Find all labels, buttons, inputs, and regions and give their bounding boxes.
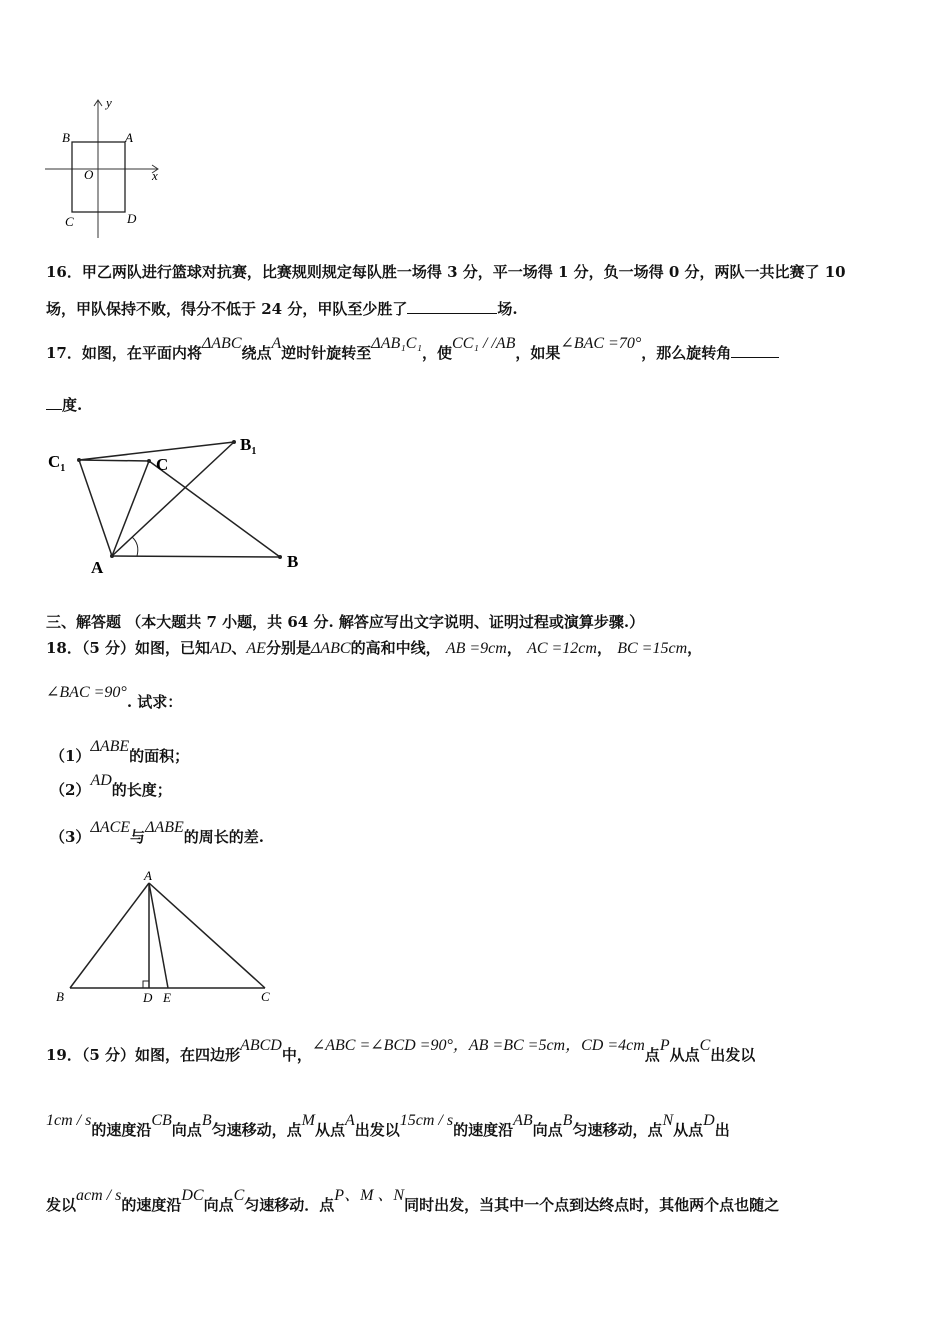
point-b [278, 555, 282, 559]
q19-l2-math-2: CB [151, 1112, 172, 1129]
q16-answer-blank[interactable] [407, 299, 497, 314]
q17-math-5: ∠BAC =70° [560, 335, 642, 352]
q17-text-6: ，那么旋转角 [641, 344, 732, 362]
section3-desc: （本大题共 7 小题，共 64 分. 解答应写出文字说明、证明过程或演算步骤.） [126, 613, 645, 631]
q19-l2-math-7: AB [513, 1112, 533, 1129]
q18-item1 [50, 738, 190, 767]
q17-math-1: ΔABC [201, 335, 242, 352]
seg-c1-c [79, 460, 149, 461]
q18-item3-num: （3） [50, 828, 91, 846]
q18-item2-math: AD [90, 772, 112, 789]
q17-text-4: ，使 [422, 344, 453, 362]
q19-l3-text-3: 向点 [203, 1196, 234, 1214]
q19-l2-math-10: D [703, 1112, 715, 1129]
q17-line1 [46, 335, 779, 364]
q19-l3-text-5: 同时出发，当其中一个点到达终点时，其他两个点也随之 [404, 1196, 780, 1214]
q18-item2 [50, 772, 172, 801]
label-b: B [287, 552, 299, 571]
q19-line1 [46, 1037, 756, 1066]
q19-l2-text-8: 匀速移动，点 [572, 1121, 663, 1139]
q18-math-4: AB =9cm [445, 640, 507, 657]
point-b1 [232, 440, 236, 444]
label-a: A [144, 868, 152, 883]
square-axes-figure [40, 92, 170, 242]
label-d: D [127, 211, 137, 226]
q16-line1: 16．甲乙两队进行篮球对抗赛，比赛规则规定每队胜一场得 3 分，平一场得 1 分，负一场得 0 分，两队一共比赛了 10 [46, 263, 846, 281]
q18-item1-text: 的面积； [129, 747, 190, 765]
q19-l3-math-4: P、M 、N [334, 1187, 405, 1204]
q19-l2-text-9: 从点 [673, 1121, 704, 1139]
q18-item2-text: 的长度； [111, 781, 172, 799]
q19-l3-math-1: acm / s [76, 1187, 122, 1204]
q18-text-4: 的高和中线， [350, 639, 441, 657]
q17-math-2: A [271, 335, 282, 352]
section3-title: 三、解答题 [46, 613, 122, 631]
label-e: E [163, 990, 171, 1005]
label-c: C [261, 989, 270, 1004]
seg-c-a [112, 461, 149, 556]
label-b1: $B_1$ [240, 435, 257, 457]
q17-answer-blank[interactable] [731, 343, 779, 358]
q17-text-3: 逆时针旋转至 [281, 344, 372, 362]
label-y: y [106, 95, 112, 110]
q19-l2-math-4: M [301, 1112, 315, 1129]
q18-item3-math1: ΔACE [90, 819, 131, 836]
seg-c-b [149, 461, 280, 557]
label-d: D [143, 990, 153, 1005]
q17-answer-blank-cont[interactable] [46, 395, 62, 410]
q18-text-6: ， [596, 639, 612, 657]
q19-l2-text-5: 出发以 [354, 1121, 400, 1139]
q19-l2-math-6: 15cm / s [399, 1112, 454, 1129]
q16-line2-text: 场，甲队保持不败，得分不低于 24 分，甲队至少胜了 [46, 300, 408, 318]
q19-line3 [46, 1187, 780, 1216]
q19-l3-math-3: C [233, 1187, 245, 1204]
q19-l3-text-1: 发以 [46, 1196, 77, 1214]
seg-a-b [70, 883, 149, 988]
q17-line2 [46, 395, 82, 415]
q19-l2-text-1: 的速度沿 [91, 1121, 152, 1139]
q19-l3-text-2: 的速度沿 [121, 1196, 182, 1214]
q18-text-2: 、 [231, 639, 247, 657]
q19-text-4: 从点 [669, 1046, 700, 1064]
q19-l3-text-4: 匀速移动．点 [244, 1196, 335, 1214]
seg-a-e [149, 883, 168, 988]
rotation-figure [44, 432, 314, 582]
q19-line2 [46, 1112, 730, 1141]
q18-item3-math2: ΔABE [145, 819, 184, 836]
q18-math-1: AD [210, 640, 232, 657]
point-a [110, 554, 114, 558]
q17-math-4: CC₁ / /AB [452, 335, 516, 352]
seg-a-b1 [112, 442, 234, 556]
label-a: A [91, 558, 104, 577]
q16-line2 [46, 299, 518, 319]
q18-text-3: 分别是 [265, 639, 311, 657]
label-c: C [156, 455, 169, 474]
q19-l2-math-8: B [562, 1112, 573, 1129]
q17-math-3: ΔAB₁C₁ [371, 335, 423, 352]
q18-text-8: . 试求： [126, 693, 183, 711]
q19-l2-math-1: 1cm / s [46, 1112, 92, 1129]
q19-l2-math-9: N [662, 1112, 674, 1129]
label-o: O [84, 167, 94, 182]
q17-text-2: 绕点 [241, 344, 272, 362]
q17-text-7: 度. [62, 396, 83, 414]
label-c: C [65, 214, 74, 229]
q19-l2-math-3: B [201, 1112, 212, 1129]
q19-l2-math-5: A [344, 1112, 355, 1129]
q19-l2-text-2: 向点 [171, 1121, 202, 1139]
seg-a-c [149, 883, 265, 988]
q18-item3 [50, 819, 265, 848]
q17-text-5: ，如果 [515, 344, 561, 362]
label-b: B [56, 989, 64, 1004]
q19-math-2: ∠ABC =∠BCD =90°，AB =BC =5cm，CD =4cm [311, 1037, 645, 1054]
q18-item3-text2: 的周长的差. [183, 828, 265, 846]
q18-item3-text1: 与 [130, 828, 146, 846]
q18-math-5: AC =12cm [527, 640, 597, 657]
seg-c1-a [79, 460, 112, 556]
q18-math-3: ΔABC [310, 640, 351, 657]
q19-math-1: ABCD [240, 1037, 282, 1054]
point-c [147, 459, 151, 463]
q19-l3-math-2: DC [181, 1187, 204, 1204]
label-x: x [152, 168, 158, 183]
q18-math-2: AE [246, 640, 266, 657]
q18-item2-num: （2） [50, 781, 91, 799]
q19-l2-text-3: 匀速移动，点 [211, 1121, 302, 1139]
q19-l2-text-7: 向点 [532, 1121, 563, 1139]
q19-text-5: 出发以 [710, 1046, 756, 1064]
label-b: B [62, 130, 70, 145]
q18-text-5: ， [506, 639, 522, 657]
section3-heading [46, 612, 644, 632]
q19-text-2: 中， [281, 1046, 312, 1064]
q18-math-7: ∠BAC =90° [46, 684, 127, 701]
q19-text-3: 点 [644, 1046, 660, 1064]
q19-l2-text-6: 的速度沿 [453, 1121, 514, 1139]
q16-line2-end: 场. [497, 300, 518, 318]
q18-math-6: BC =15cm [617, 640, 688, 657]
q18-line2 [46, 684, 183, 713]
q17-text-1: 17．如图，在平面内将 [46, 344, 202, 362]
q18-item1-num: （1） [50, 747, 91, 765]
label-a: A [125, 130, 133, 145]
q18-text-1: 18．（5 分）如图，已知 [46, 639, 211, 657]
q18-text-7: ， [687, 639, 703, 657]
q19-math-4: C [699, 1037, 711, 1054]
q18-line1 [46, 638, 702, 659]
seg-a-b [112, 556, 280, 557]
q19-text-1: 19．（5 分）如图，在四边形 [46, 1046, 241, 1064]
q18-item1-math: ΔABE [90, 738, 130, 755]
q19-l2-text-4: 从点 [314, 1121, 345, 1139]
right-angle-mark [143, 981, 149, 988]
triangle-figure [52, 866, 282, 1006]
label-c1: $C_1$ [48, 452, 66, 474]
angle-arc [132, 537, 138, 556]
q19-math-3: P [659, 1037, 670, 1054]
point-c1 [77, 458, 81, 462]
q19-l2-text-10: 出 [714, 1121, 730, 1139]
